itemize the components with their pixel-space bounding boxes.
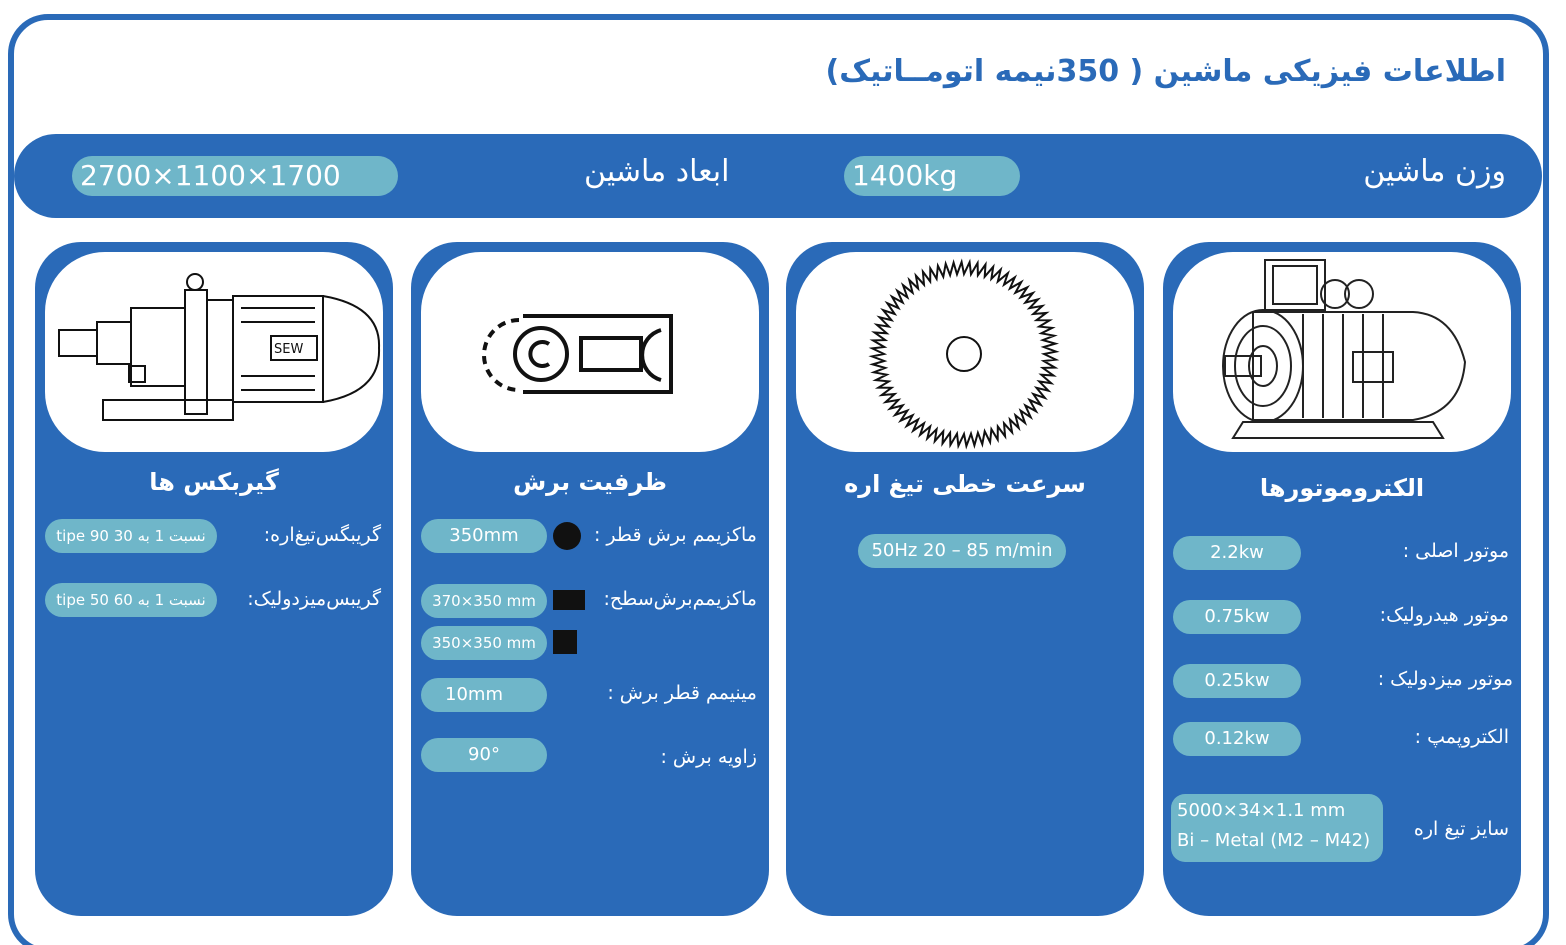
pump-value: 0.12kw bbox=[1173, 722, 1301, 756]
gearbox-title: گیربکس ها bbox=[149, 468, 279, 496]
saw-blade-icon bbox=[796, 252, 1134, 452]
max-section-label: ماکزیمم‌برش‌سطح: bbox=[603, 588, 757, 610]
circle-icon bbox=[553, 522, 581, 550]
max-diameter-value: 350mm bbox=[421, 519, 547, 553]
cutting-image bbox=[421, 252, 759, 452]
summary-band bbox=[14, 134, 1542, 218]
motors-title: الکتروموتورها bbox=[1259, 474, 1425, 502]
blade-gearbox-value: tipe 90 نسبت 1 به 30 bbox=[45, 519, 217, 553]
sew-brand-label: SEW bbox=[274, 342, 304, 357]
blade-size-label: سایز تیغ اره bbox=[1413, 818, 1509, 840]
hydraulic-motor-label: موتور هیدرولیک: bbox=[1379, 604, 1509, 626]
blade-size-value bbox=[1171, 794, 1383, 862]
min-diameter-label: مینیمم قطر برش : bbox=[607, 682, 757, 704]
dimensions-value: 2700×1100×1700 bbox=[72, 156, 398, 196]
cut-angle-label: زاویه برش : bbox=[660, 746, 757, 768]
cutting-capacity-icon bbox=[421, 252, 759, 452]
page-title: اطلاعات فیزیکی ماشین ( 350نیمه اتومــاتیک) bbox=[825, 54, 1506, 89]
weight-label: وزن ماشین bbox=[1363, 154, 1506, 189]
table-gearbox-label: گریبس‌میزدولیک: bbox=[247, 588, 381, 610]
max-section-square-value: 350×350 mm bbox=[421, 626, 547, 660]
saw-teeth bbox=[872, 262, 1056, 446]
gearbox-image bbox=[45, 252, 383, 452]
blade-gearbox-label: گریبگس‌تیغ‌اره: bbox=[263, 524, 381, 546]
electric-motor-icon bbox=[1173, 252, 1511, 452]
speed-card bbox=[786, 242, 1144, 916]
gear-motor-icon bbox=[45, 252, 383, 452]
capacity-title: ظرفیت برش bbox=[513, 468, 667, 496]
hydraulic-motor-value: 0.75kw bbox=[1173, 600, 1301, 634]
cut-angle-value: 90° bbox=[421, 738, 547, 772]
weight-value: 1400kg bbox=[844, 156, 1020, 196]
blade-size-line2: Bi – Metal (M2 – M42) bbox=[1177, 830, 1371, 851]
capacity-card bbox=[411, 242, 769, 916]
main-motor-value: 2.2kw bbox=[1173, 536, 1301, 570]
max-section-rect-value: 370×350 mm bbox=[421, 584, 547, 618]
table-gearbox-value: tipe 50 نسبت 1 به 60 bbox=[45, 583, 217, 617]
table-motor-value: 0.25kw bbox=[1173, 664, 1301, 698]
max-diameter-label: ماکزیمم برش قطر : bbox=[593, 524, 757, 546]
motors-card bbox=[1163, 242, 1521, 916]
speed-title: سرعت خطی تیغ اره bbox=[844, 470, 1086, 498]
gearbox-card bbox=[35, 242, 393, 916]
dimensions-label: ابعاد ماشین bbox=[584, 154, 730, 189]
speed-value: 50Hz 20 – 85 m/min bbox=[858, 534, 1066, 568]
min-diameter-value: 10mm bbox=[421, 678, 547, 712]
main-motor-label: موتور اصلی : bbox=[1402, 540, 1509, 562]
pump-label: الکتروپمپ : bbox=[1414, 726, 1509, 748]
motor-image bbox=[1173, 252, 1511, 452]
blade-size-line1: 5000×34×1.1 mm bbox=[1177, 800, 1346, 821]
saw-blade-image bbox=[796, 252, 1134, 452]
rectangle-icon bbox=[553, 590, 585, 610]
table-motor-label: موتور میزدولیک : bbox=[1377, 668, 1513, 690]
square-icon bbox=[553, 630, 577, 654]
